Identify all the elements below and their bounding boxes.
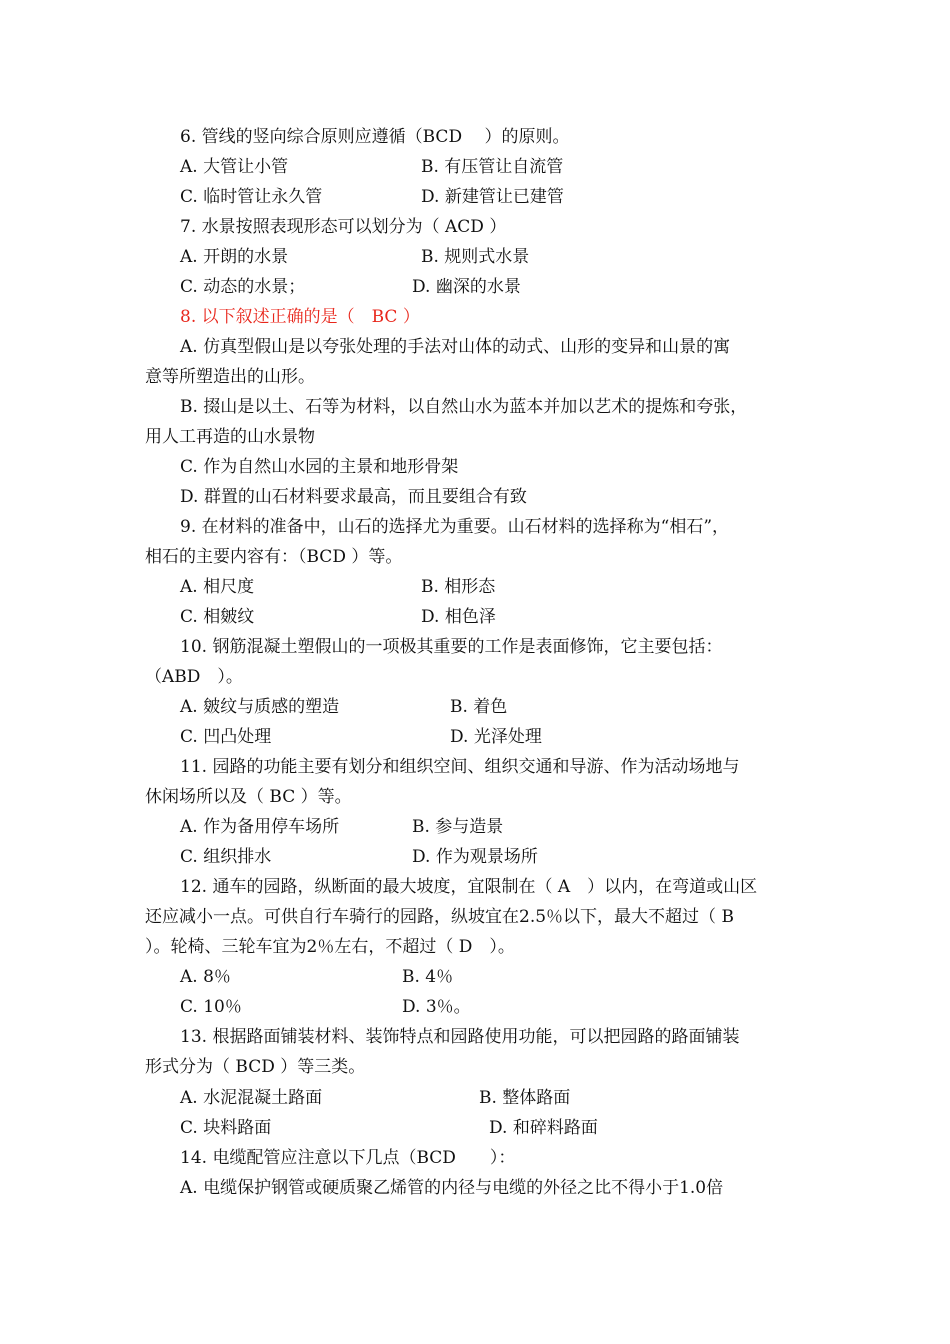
question-6-stem: 6. 管线的竖向综合原则应遵循（BCD ）的原则。 <box>180 127 570 147</box>
q12-option-a: A. 8％ <box>180 967 231 987</box>
q11-option-d: D. 作为观景场所 <box>412 847 538 867</box>
question-11-stem-line2: 休闲场所以及（ BC ）等。 <box>145 787 352 807</box>
q13-option-a: A. 水泥混凝土路面 <box>180 1088 323 1108</box>
question-7-stem: 7. 水景按照表现形态可以划分为（ ACD ） <box>180 217 507 237</box>
question-10-stem-line2: （ABD ）。 <box>145 667 243 687</box>
question-13-stem-line1: 13. 根据路面铺装材料、装饰特点和园路使用功能，可以把园路的路面铺装 <box>180 1027 740 1047</box>
q8-option-a-line1: A. 仿真型假山是以夸张处理的手法对山体的动式、山形的变异和山景的寓 <box>180 337 731 357</box>
q10-option-a: A. 皴纹与质感的塑造 <box>180 697 340 717</box>
q10-option-c: C. 凹凸处理 <box>180 727 272 747</box>
q9-option-d: D. 相色泽 <box>421 607 496 627</box>
q7-option-c: C. 动态的水景； <box>180 277 306 297</box>
question-10-stem-line1: 10. 钢筋混凝土塑假山的一项极其重要的工作是表面修饰，它主要包括： <box>180 637 723 657</box>
q7-option-b: B. 规则式水景 <box>421 247 530 267</box>
q12-option-d: D. 3％。 <box>402 997 471 1017</box>
q8-option-c: C. 作为自然山水园的主景和地形骨架 <box>180 457 459 477</box>
q11-option-c: C. 组织排水 <box>180 847 272 867</box>
q7-option-a: A. 开朗的水景 <box>180 247 289 267</box>
q6-option-a: A. 大管让小管 <box>180 157 289 177</box>
q6-option-c: C. 临时管让永久管 <box>180 187 323 207</box>
q8-option-d: D. 群置的山石材料要求最高，而且要组合有致 <box>180 487 527 507</box>
q7-option-d: D. 幽深的水景 <box>412 277 521 297</box>
q14-option-a: A. 电缆保护钢管或硬质聚乙烯管的内径与电缆的外径之比不得小于1.0倍 <box>180 1178 724 1198</box>
question-14-stem: 14. 电缆配管应注意以下几点（BCD ）： <box>180 1148 516 1168</box>
q13-option-b: B. 整体路面 <box>479 1088 571 1108</box>
q6-option-d: D. 新建管让已建管 <box>421 187 564 207</box>
q13-option-c: C. 块料路面 <box>180 1118 272 1138</box>
q12-option-b: B. 4％ <box>402 967 454 987</box>
q8-option-b-line2: 用人工再造的山水景物 <box>145 427 315 447</box>
q10-option-d: D. 光泽处理 <box>450 727 542 747</box>
question-12-stem-line2: 还应减小一点。可供自行车骑行的园路，纵坡宜在2.5％以下，最大不超过（ B <box>145 907 734 927</box>
question-11-stem-line1: 11. 园路的功能主要有划分和组织空间、组织交通和导游、作为活动场地与 <box>180 757 740 777</box>
q9-option-a: A. 相尺度 <box>180 577 255 597</box>
q10-option-b: B. 着色 <box>450 697 508 717</box>
question-9-stem-line1: 9. 在材料的准备中，山石的选择尤为重要。山石材料的选择称为“相石”， <box>180 517 730 537</box>
q8-option-b-line1: B. 掇山是以土、石等为材料，以自然山水为蓝本并加以艺术的提炼和夸张， <box>180 397 748 417</box>
question-13-stem-line2: 形式分为（ BCD ）等三类。 <box>145 1057 366 1077</box>
question-12-stem-line3: ）。轮椅、三轮车宜为2％左右，不超过（ D ）。 <box>145 937 515 957</box>
q6-option-b: B. 有压管让自流管 <box>421 157 564 177</box>
question-8-stem: 8. 以下叙述正确的是（ BC ） <box>180 307 420 327</box>
q9-option-c: C. 相皴纹 <box>180 607 255 627</box>
question-12-stem-line1: 12. 通车的园路，纵断面的最大坡度，宜限制在（ A ）以内，在弯道或山区 <box>180 877 758 897</box>
q12-option-c: C. 10％ <box>180 997 242 1017</box>
q8-option-a-line2: 意等所塑造出的山形。 <box>145 367 315 387</box>
q13-option-d: D. 和碎料路面 <box>489 1118 598 1138</box>
q11-option-b: B. 参与造景 <box>412 817 504 837</box>
q9-option-b: B. 相形态 <box>421 577 496 597</box>
question-9-stem-line2: 相石的主要内容有：（BCD ）等。 <box>145 547 403 567</box>
q11-option-a: A. 作为备用停车场所 <box>180 817 340 837</box>
